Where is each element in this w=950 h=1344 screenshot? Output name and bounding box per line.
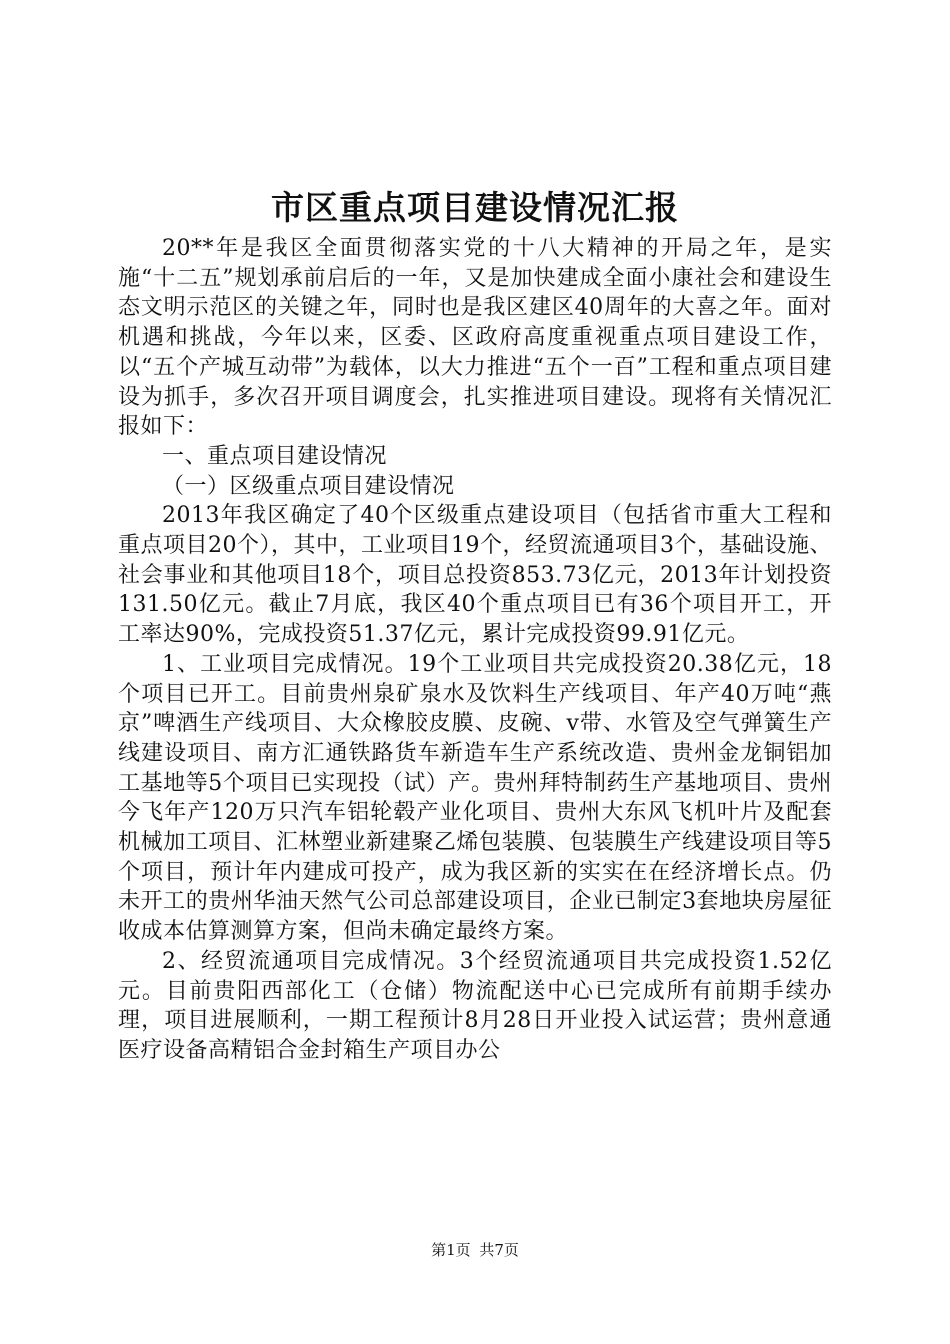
industrial-projects-paragraph: 1、工业项目完成情况。19个工业项目共完成投资20.38亿元，18个项目已开工。目前贵州泉矿泉水及饮料生产线项目、年产40万吨“燕京”啤酒生产线项目、大众橡胶皮膜、皮碗、v带、水管及空气弹簧生产线建设项目、南方汇通铁路货车新造车生产系统改造、贵州金龙铜铝加工基地等5个项目已实现投（试）产。贵州拜特制药生产基地项目、贵州今飞年产120万只汽车铝轮毂产业化项目、贵州大东风飞机叶片及配套机械加工项目、汇林塑业新建聚乙烯包装膜、包装膜生产线建设项目等5个项目，预计年内建成可投产，成为我区新的实实在在经济增长点。仍未开工的贵州华油天然气公司总部建设项目，企业已制定3套地块房屋征收成本估算测算方案，但尚未确定最终方案。 xyxy=(118,651,832,945)
subsection-heading: （一）区级重点项目建设情况 xyxy=(162,473,455,499)
document-title: 市区重点项目建设情况汇报 xyxy=(271,188,679,227)
page-total: 共7页 xyxy=(479,1241,519,1259)
section-heading: 一、重点项目建设情况 xyxy=(162,443,388,469)
trade-projects-paragraph: 2、经贸流通项目完成情况。3个经贸流通项目共完成投资1.52亿元。目前贵阳西部化工（仓储）物流配送中心已完成所有前期手续办理，项目进展顺利，一期工程预计8月28日开业投入试运营；贵州意通医疗设备高精铝合金封箱生产项目办公 xyxy=(118,948,832,1063)
page-footer xyxy=(0,1240,950,1260)
overview-paragraph: 2013年我区确定了40个区级重点建设项目（包括省市重大工程和重点项目20个），其中，工业项目19个，经贸流通项目3个，基础设施、社会事业和其他项目18个，项目总投资853.73亿元，2013年计划投资131.50亿元。截止7月底，我区40个重点项目已有36个项目开工，开工率达90%，完成投资51.37亿元，累计完成投资99.91亿元。 xyxy=(118,503,832,648)
page-number: 第1页 xyxy=(431,1241,471,1259)
document-body xyxy=(118,234,832,1066)
intro-paragraph: 20**年是我区全面贯彻落实党的十八大精神的开局之年，是实施“十二五”规划承前启后的一年，又是加快建成全面小康社会和建设生态文明示范区的关键之年，同时也是我区建区40周年的大喜之年。面对机遇和挑战，今年以来，区委、区政府高度重视重点项目建设工作，以“五个产城互动带”为载体，以大力推进“五个一百”工程和重点项目建设为抓手，多次召开项目调度会，扎实推进项目建设。现将有关情况汇报如下： xyxy=(118,236,832,440)
